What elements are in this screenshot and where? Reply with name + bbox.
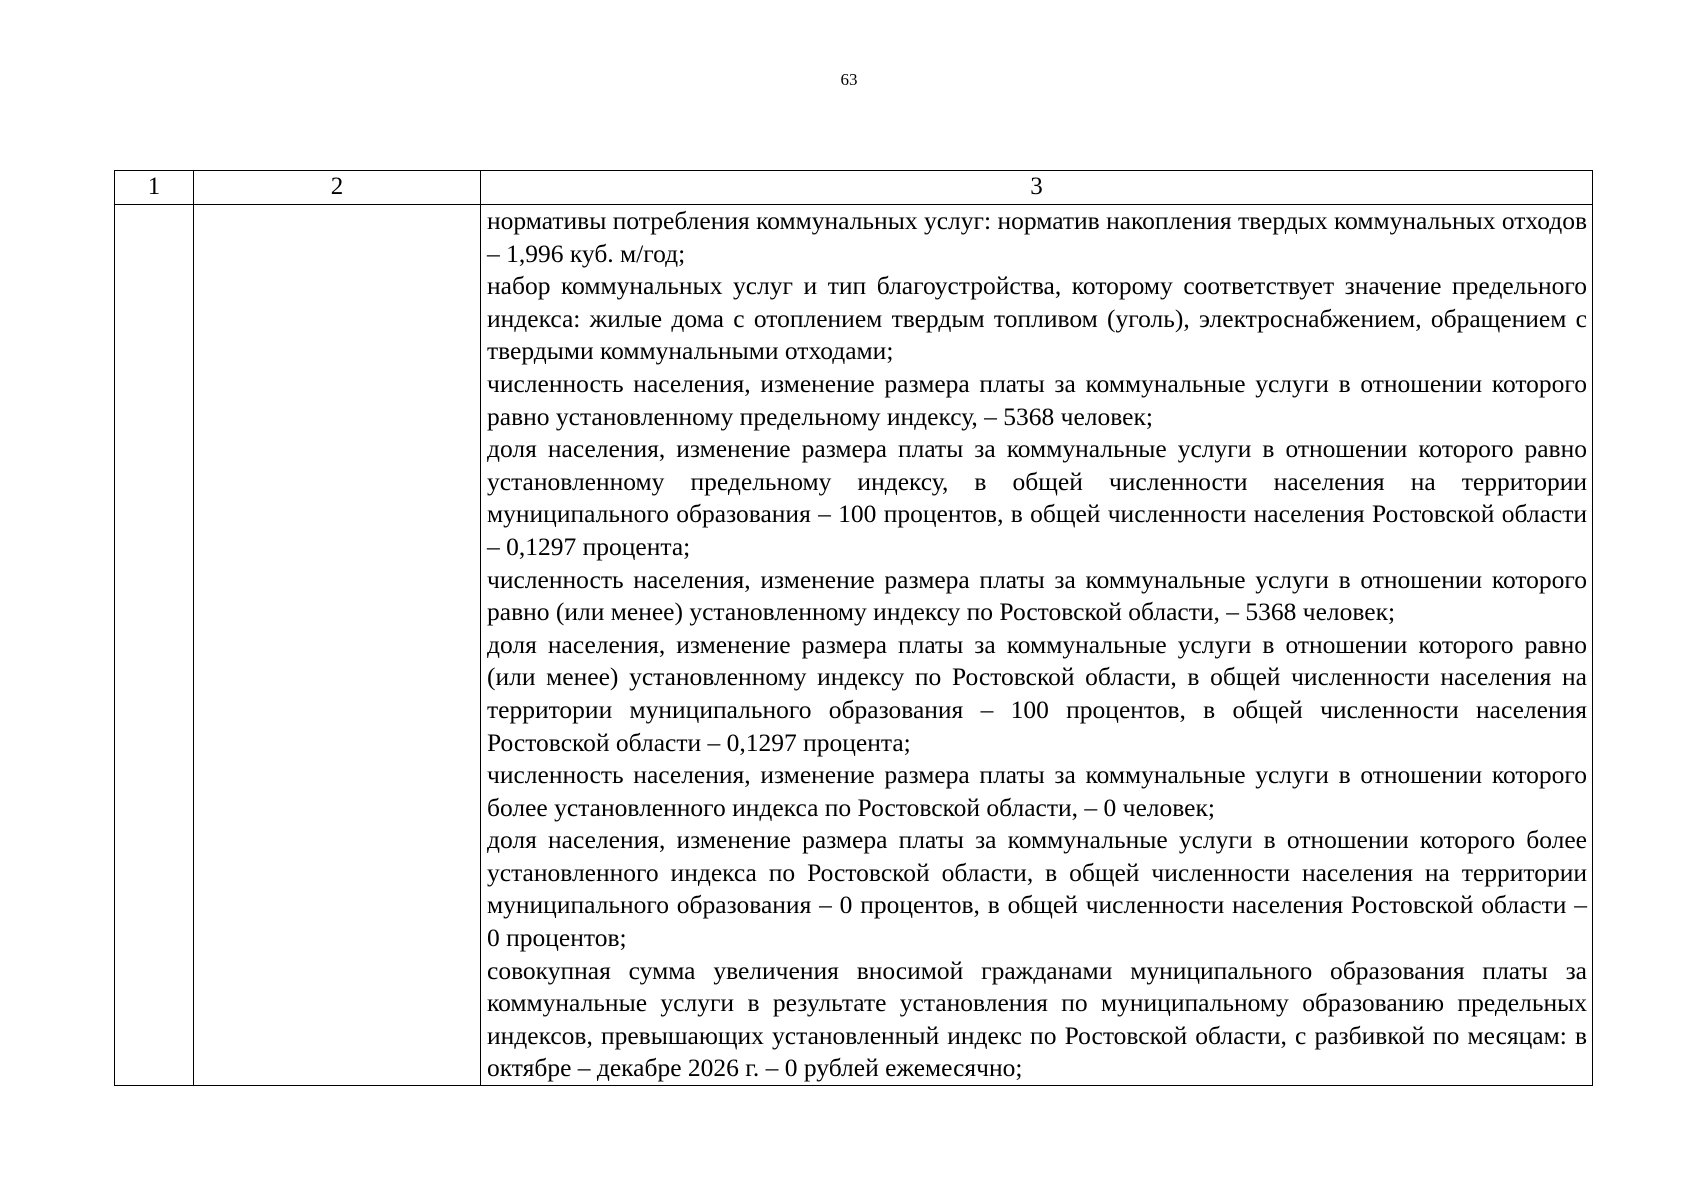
paragraph-population-equal-or-less: численность населения, изменение размера платы за коммунальные услуги в отношении которого равно (или менее) установленному индексу по Ростовской области, – 5368 человек; — [487, 564, 1587, 627]
table-row — [115, 205, 1593, 1086]
paragraph-population-more: численность населения, изменение размера платы за коммунальные услуги в отношении которого более установленного индекса по Ростовской области, – 0 человек; — [487, 760, 1587, 822]
table-header-row — [115, 171, 1593, 205]
header-col-1: 1 — [115, 171, 194, 205]
header-col-3: 3 — [481, 171, 1593, 205]
paragraph-share-more: доля населения, изменение размера платы за коммунальные услуги в отношении которого более установленного индекса по Ростовской области, в общей численности населения на территории муниципального образования – 0 процентов, в общей численности населения Ростовской области – 0 процентов; — [487, 825, 1587, 953]
page-number: 63 — [840, 70, 858, 89]
paragraph-share-equal-or-less: доля населения, изменение размера платы за коммунальные услуги в отношении которого равно (или менее) установленному индексу по Ростовской области, в общей численности населения на территории муниципального образования – 100 процентов, в общей численности населения Ростовской области – 0,1297 процента; — [487, 629, 1587, 757]
paragraph-norm: нормативы потребления коммунальных услуг: норматив накопления твердых коммунальных отходов – 1,996 куб. м/год; — [487, 206, 1587, 268]
paragraph-population-equal: численность населения, изменение размера платы за коммунальные услуги в отношении которого равно установленному предельному индексу, – 5368 человек; — [487, 368, 1587, 431]
cell-col-3 — [481, 205, 1593, 1086]
paragraph-share-equal: доля населения, изменение размера платы за коммунальные услуги в отношении которого равно установленному предельному индексу, в общей численности населения на территории муниципального образования – 100 процентов, в общей численности населения Ростовской области – 0,1297 процента; — [487, 434, 1587, 561]
paragraph-total-increase: совокупная сумма увеличения вносимой гражданами муниципального образования платы за коммунальные услуги в результате установления по муниципальному образованию предельных индексов, превышающих установленный индекс по Ростовской области, с разбивкой по месяцам: в октябре – декабре 2026 г. – 0 рублей ежемесячно; — [487, 955, 1587, 1083]
cell-col-2 — [194, 205, 481, 1086]
document-table — [114, 170, 1593, 1086]
paragraph-services-set: набор коммунальных услуг и тип благоустройства, которому соответствует значение предельного индекса: жилые дома с отоплением твердым топливом (уголь), электроснабжением, обращением с твердыми коммунальными отходами; — [487, 271, 1587, 366]
cell-col-1 — [115, 205, 194, 1086]
header-col-2: 2 — [194, 171, 481, 205]
